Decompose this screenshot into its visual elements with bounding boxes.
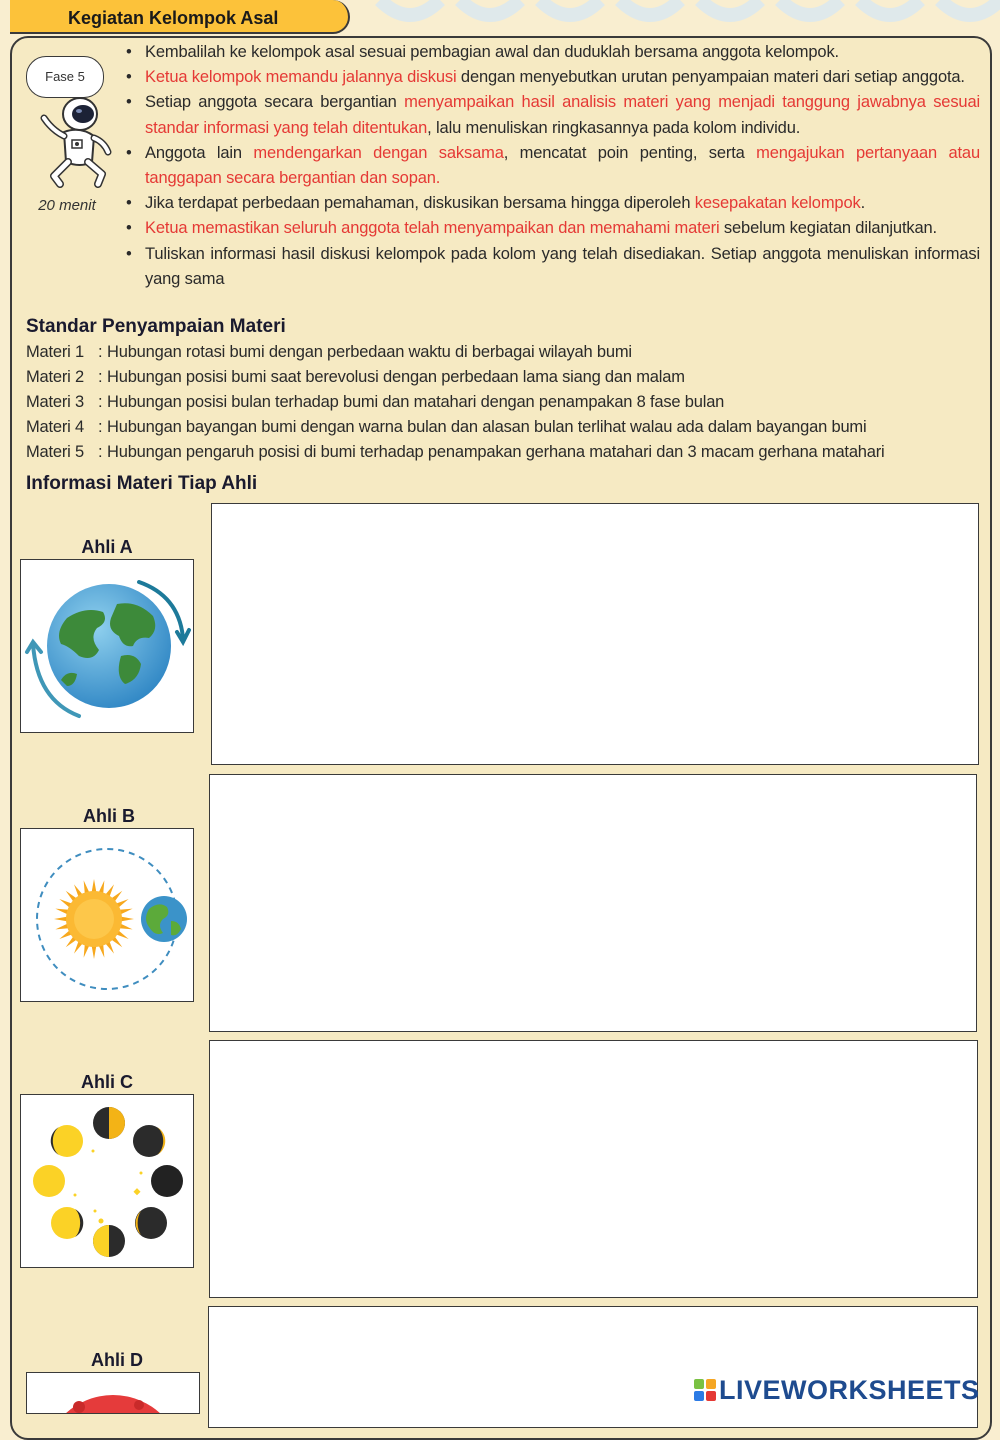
materi-label: Materi 4 [26, 418, 85, 436]
materi-colon: : [98, 368, 103, 386]
materi-row [26, 390, 986, 415]
expert-image-c [20, 1094, 194, 1268]
instruction-text: Kembalilah ke kelompok asal sesuai pembagian awal dan duduklah bersama anggota kelompok. [145, 43, 839, 61]
moon-phases-icon [21, 1095, 193, 1267]
experts-title: Informasi Materi Tiap Ahli [26, 473, 258, 494]
instruction-item [126, 90, 980, 140]
instruction-item [126, 191, 980, 216]
expert-label-a: Ahli A [81, 537, 133, 557]
highlighted-text: mengajukan pertanyaan atau tanggapan secara bergantian dan sopan. [145, 143, 980, 188]
instruction-item [126, 242, 980, 292]
materi-row [26, 365, 986, 390]
materi-text: Hubungan rotasi bumi dengan perbedaan waktu di berbagai wilayah bumi [107, 343, 632, 361]
highlighted-text: kesepakatan kelompok [694, 194, 861, 213]
phase-bubble: Fase 5 [26, 56, 104, 98]
answer-box-a[interactable] [211, 503, 979, 765]
section-header: Kegiatan Kelompok Asal [10, 0, 350, 34]
expert-image-d [26, 1372, 200, 1414]
materi-colon: : [98, 343, 103, 361]
instruction-text: Tuliskan informasi hasil diskusi kelompok pada kolom yang telah disediakan. Setiap anggota menuliskan informasi yang sama [145, 244, 980, 288]
instruction-text: Setiap anggota secara bergantian [145, 93, 405, 112]
standard-list [26, 340, 986, 465]
expert-image-a [20, 559, 194, 733]
highlighted-text: mendengarkan dengan saksama [253, 143, 504, 162]
logo-text: LIVEWORKSHEETS [719, 1374, 980, 1405]
earth-rotation-icon [21, 560, 193, 732]
red-moon-icon [27, 1373, 199, 1414]
instruction-text: . [860, 194, 866, 213]
instruction-text: dengan menyebutkan urutan penyampaian materi dari setiap anggota. [456, 68, 965, 87]
answer-box-d[interactable] [208, 1306, 978, 1428]
expert-label-b: Ahli B [83, 806, 135, 826]
answer-box-b[interactable] [209, 774, 977, 1032]
materi-text: Hubungan posisi bumi saat berevolusi dengan perbedaan lama siang dan malam [107, 368, 685, 386]
instruction-text: sebelum kegiatan dilanjutkan. [719, 219, 937, 238]
logo-mark-icon [694, 1379, 716, 1401]
expert-image-b [20, 828, 194, 1002]
materi-row [26, 415, 986, 440]
answer-box-c[interactable] [209, 1040, 978, 1298]
phase-duration: 20 menit [38, 197, 96, 214]
materi-text: Hubungan bayangan bumi dengan warna bulan dan alasan bulan terlihat walau ada dalam bayangan bumi [107, 418, 867, 436]
materi-text: Hubungan posisi bulan terhadap bumi dan matahari dengan penampakan 8 fase bulan [107, 393, 725, 411]
materi-colon: : [98, 443, 103, 461]
instruction-text: Jika terdapat perbedaan pemahaman, diskusikan bersama hingga diperoleh [145, 194, 695, 213]
materi-label: Materi 1 [26, 343, 85, 361]
instruction-text: , lalu menuliskan ringkasannya pada kolom individu. [427, 118, 801, 137]
standard-title: Standar Penyampaian Materi [26, 316, 286, 337]
materi-row [26, 340, 986, 365]
instruction-text: , mencatat poin penting, serta [503, 143, 757, 162]
highlighted-text: menyampaikan hasil analisis materi yang menjadi tanggung jawabnya sesuai standar informasi yang telah ditentukan [145, 93, 980, 137]
materi-colon: : [98, 418, 103, 436]
highlighted-text: Ketua kelompok memandu jalannya diskusi [145, 68, 457, 87]
highlighted-text: Ketua memastikan seluruh anggota telah menyampaikan dan memahami materi [145, 219, 720, 238]
materi-label: Materi 5 [26, 443, 85, 461]
astronaut-icon [34, 92, 114, 188]
liveworksheets-logo [694, 1374, 980, 1406]
materi-row [26, 440, 986, 465]
expert-label-d: Ahli D [91, 1350, 143, 1370]
instruction-item [126, 40, 980, 65]
earth-orbit-sun-icon [21, 829, 193, 1001]
instruction-text: Anggota lain [145, 143, 254, 162]
instruction-item [126, 141, 980, 191]
expert-label-c: Ahli C [81, 1072, 133, 1092]
materi-colon: : [98, 393, 103, 411]
materi-label: Materi 3 [26, 393, 85, 411]
instruction-item [126, 216, 980, 241]
materi-text: Hubungan pengaruh posisi di bumi terhadap penampakan gerhana matahari dan 3 macam gerhana matahari [107, 443, 885, 461]
instruction-item [126, 65, 980, 90]
materi-label: Materi 2 [26, 368, 85, 386]
instruction-list [126, 40, 980, 292]
